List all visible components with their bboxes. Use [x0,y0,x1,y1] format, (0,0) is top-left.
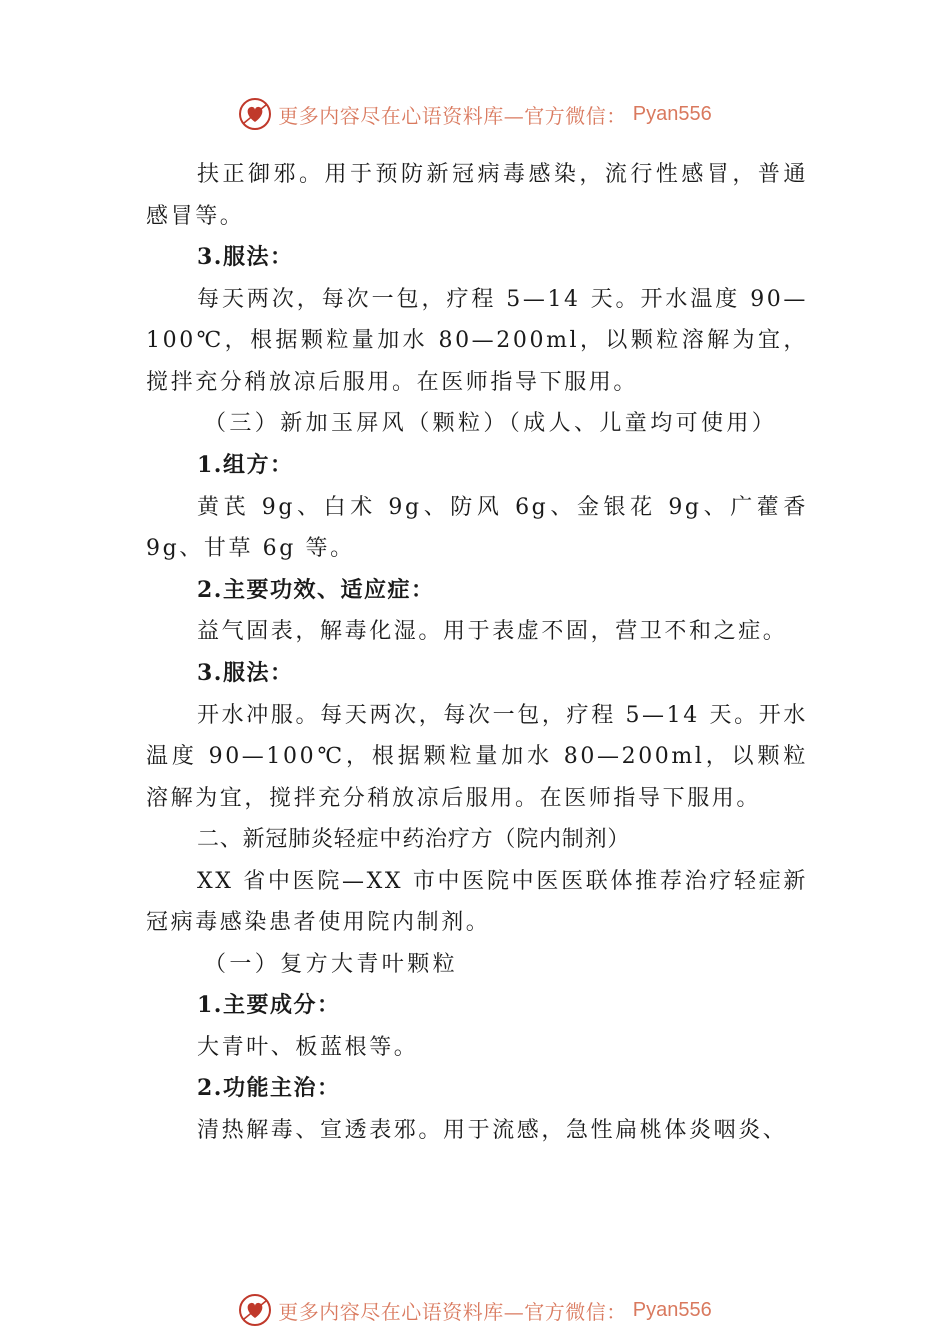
subsection-title-daqingye: （一）复方大青叶颗粒 [204,951,459,977]
heading-ingredients: 1.主要成分： [197,992,341,1019]
heart-logo-icon [238,97,272,131]
heading-formula: 1.组方： [197,451,294,478]
heading-usage: 3.服法： [197,244,294,270]
paragraph-formula: 黄芪 9g、白术 9g、防风 6g、金银花 9g、广藿香 9g、甘草 6g 等。 [146,494,808,562]
paragraph-hospital-preparation: XX 省中医院—XX 市中医院中医医联体推荐治疗轻症新冠病毒感染患者使用院内制剂。 [146,868,808,936]
paragraph-indication: 扶正御邪。用于预防新冠病毒感染，流行性感冒，普通感冒等。 [146,162,808,229]
heading-indications: 2.功能主治： [197,1075,341,1102]
paragraph-efficacy: 益气固表，解毒化湿。用于表虚不固，营卫不和之症。 [197,619,788,645]
paragraph-ingredients: 大青叶、板蓝根等。 [197,1034,419,1060]
header-watermark [0,94,950,134]
document-body [146,154,808,1152]
heart-logo-icon [238,1293,272,1327]
section-title-mild-treatment: 二、新冠肺炎轻症中药治疗方（院内制剂） [197,827,631,853]
paragraph-usage-2: 开水冲服。每天两次，每次一包，疗程 5—14 天。开水温度 90—100℃，根据颗粒量加水 80—200ml，以颗粒溶解为宜，搅拌充分稍放凉后服用。在医师指导下服用。 [146,702,808,811]
footer-watermark [0,1290,950,1330]
watermark-text: 更多内容尽在心语资料库—官方微信： [278,1299,627,1324]
paragraph-usage: 每天两次，每次一包，疗程 5—14 天。开水温度 90—100℃，根据颗粒量加水 80—200ml，以颗粒溶解为宜，搅拌充分稍放凉后服用。在医师指导下服用。 [146,286,808,395]
heading-usage-2: 3.服法： [197,659,294,686]
watermark-brand: Pyan556 [632,1298,712,1321]
heading-efficacy: 2.主要功效、适应症： [197,576,435,603]
paragraph-indications: 清热解毒、宣透表邪。用于流感，急性扁桃体炎咽炎、 [197,1118,788,1144]
watermark-brand: Pyan556 [632,102,712,125]
subsection-title-yupingfeng: （三）新加玉屏风（颗粒）（成人、儿童均可使用） [204,411,778,437]
watermark-text: 更多内容尽在心语资料库—官方微信： [278,103,627,128]
